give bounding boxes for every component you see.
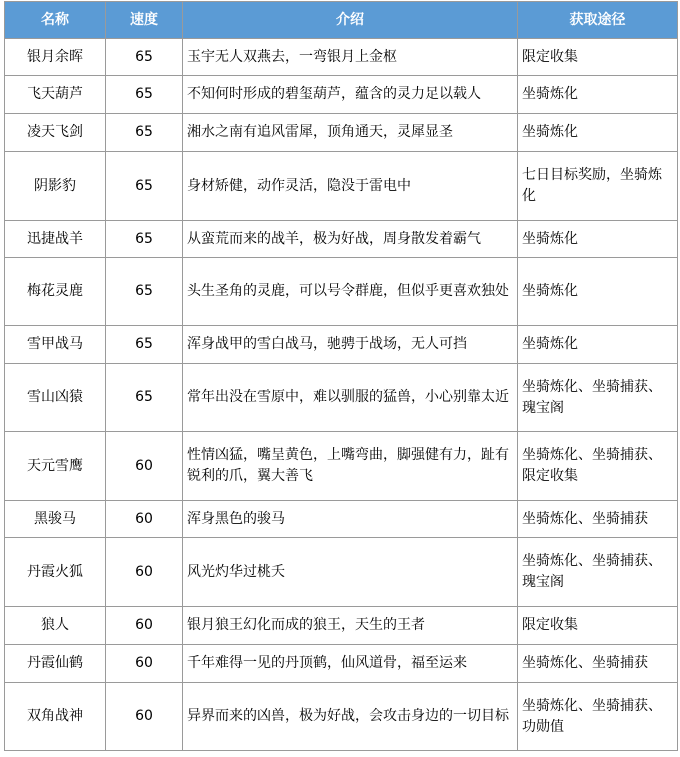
cell-name: 丹霞火狐 — [5, 538, 106, 607]
cell-speed: 65 — [106, 326, 183, 364]
cell-intro: 头生圣角的灵鹿，可以号令群鹿，但似乎更喜欢独处 — [183, 258, 518, 326]
cell-intro: 常年出没在雪原中，难以驯服的猛兽，小心别靠太近 — [183, 364, 518, 432]
cell-speed: 65 — [106, 39, 183, 76]
cell-speed: 60 — [106, 432, 183, 501]
cell-source: 坐骑炼化、坐骑捕获、瑰宝阁 — [518, 538, 678, 607]
cell-name: 双角战神 — [5, 683, 106, 751]
table-row — [5, 432, 678, 501]
header-speed: 速度 — [106, 2, 183, 39]
cell-intro: 千年难得一见的丹顶鹤，仙风道骨，福至运来 — [183, 645, 518, 683]
cell-name: 天元雪鹰 — [5, 432, 106, 501]
cell-name: 丹霞仙鹤 — [5, 645, 106, 683]
cell-speed: 65 — [106, 114, 183, 152]
table-row — [5, 39, 678, 76]
cell-speed: 60 — [106, 538, 183, 607]
header-name: 名称 — [5, 2, 106, 39]
cell-intro: 湘水之南有追风雷犀，顶角通天，灵犀显圣 — [183, 114, 518, 152]
cell-speed: 60 — [106, 501, 183, 538]
cell-name: 迅捷战羊 — [5, 221, 106, 258]
cell-source: 七日目标奖励，坐骑炼化 — [518, 152, 678, 221]
header-intro: 介绍 — [183, 2, 518, 39]
cell-source: 坐骑炼化 — [518, 76, 678, 114]
cell-name: 凌天飞剑 — [5, 114, 106, 152]
cell-intro: 身材矫健，动作灵活，隐没于雷电中 — [183, 152, 518, 221]
cell-speed: 65 — [106, 364, 183, 432]
table-row — [5, 364, 678, 432]
cell-source: 限定收集 — [518, 607, 678, 645]
cell-intro: 玉宇无人双燕去，一弯银月上金枢 — [183, 39, 518, 76]
cell-name: 黑骏马 — [5, 501, 106, 538]
cell-intro: 不知何时形成的碧玺葫芦，蕴含的灵力足以载人 — [183, 76, 518, 114]
cell-speed: 65 — [106, 258, 183, 326]
cell-name: 雪山凶猿 — [5, 364, 106, 432]
table-row — [5, 501, 678, 538]
table-row — [5, 114, 678, 152]
cell-source: 坐骑炼化、坐骑捕获、限定收集 — [518, 432, 678, 501]
cell-intro: 性情凶猛，嘴呈黄色，上嘴弯曲，脚强健有力，趾有锐利的爪，翼大善飞 — [183, 432, 518, 501]
cell-source: 坐骑炼化 — [518, 114, 678, 152]
cell-name: 飞天葫芦 — [5, 76, 106, 114]
cell-speed: 60 — [106, 607, 183, 645]
header-row — [5, 2, 678, 39]
table-row — [5, 607, 678, 645]
cell-speed: 65 — [106, 76, 183, 114]
cell-name: 阴影豹 — [5, 152, 106, 221]
table-row — [5, 683, 678, 751]
cell-intro: 异界而来的凶兽，极为好战，会攻击身边的一切目标 — [183, 683, 518, 751]
cell-intro: 浑身战甲的雪白战马，驰骋于战场，无人可挡 — [183, 326, 518, 364]
cell-intro: 从蛮荒而来的战羊，极为好战，周身散发着霸气 — [183, 221, 518, 258]
table-row — [5, 258, 678, 326]
table-row — [5, 76, 678, 114]
cell-source: 坐骑炼化 — [518, 258, 678, 326]
cell-name: 银月余晖 — [5, 39, 106, 76]
cell-source: 限定收集 — [518, 39, 678, 76]
cell-name: 雪甲战马 — [5, 326, 106, 364]
table-row — [5, 538, 678, 607]
cell-speed: 60 — [106, 645, 183, 683]
mount-table — [4, 1, 678, 751]
header-source: 获取途径 — [518, 2, 678, 39]
table-row — [5, 152, 678, 221]
cell-intro: 浑身黑色的骏马 — [183, 501, 518, 538]
cell-speed: 60 — [106, 683, 183, 751]
cell-speed: 65 — [106, 152, 183, 221]
cell-name: 狼人 — [5, 607, 106, 645]
cell-speed: 65 — [106, 221, 183, 258]
cell-source: 坐骑炼化、坐骑捕获 — [518, 645, 678, 683]
cell-name: 梅花灵鹿 — [5, 258, 106, 326]
table-row — [5, 221, 678, 258]
cell-source: 坐骑炼化、坐骑捕获、功勋值 — [518, 683, 678, 751]
cell-intro: 风光灼华过桃夭 — [183, 538, 518, 607]
cell-intro: 银月狼王幻化而成的狼王，天生的王者 — [183, 607, 518, 645]
cell-source: 坐骑炼化、坐骑捕获、瑰宝阁 — [518, 364, 678, 432]
table-row — [5, 326, 678, 364]
table-row — [5, 645, 678, 683]
cell-source: 坐骑炼化、坐骑捕获 — [518, 501, 678, 538]
cell-source: 坐骑炼化 — [518, 221, 678, 258]
cell-source: 坐骑炼化 — [518, 326, 678, 364]
